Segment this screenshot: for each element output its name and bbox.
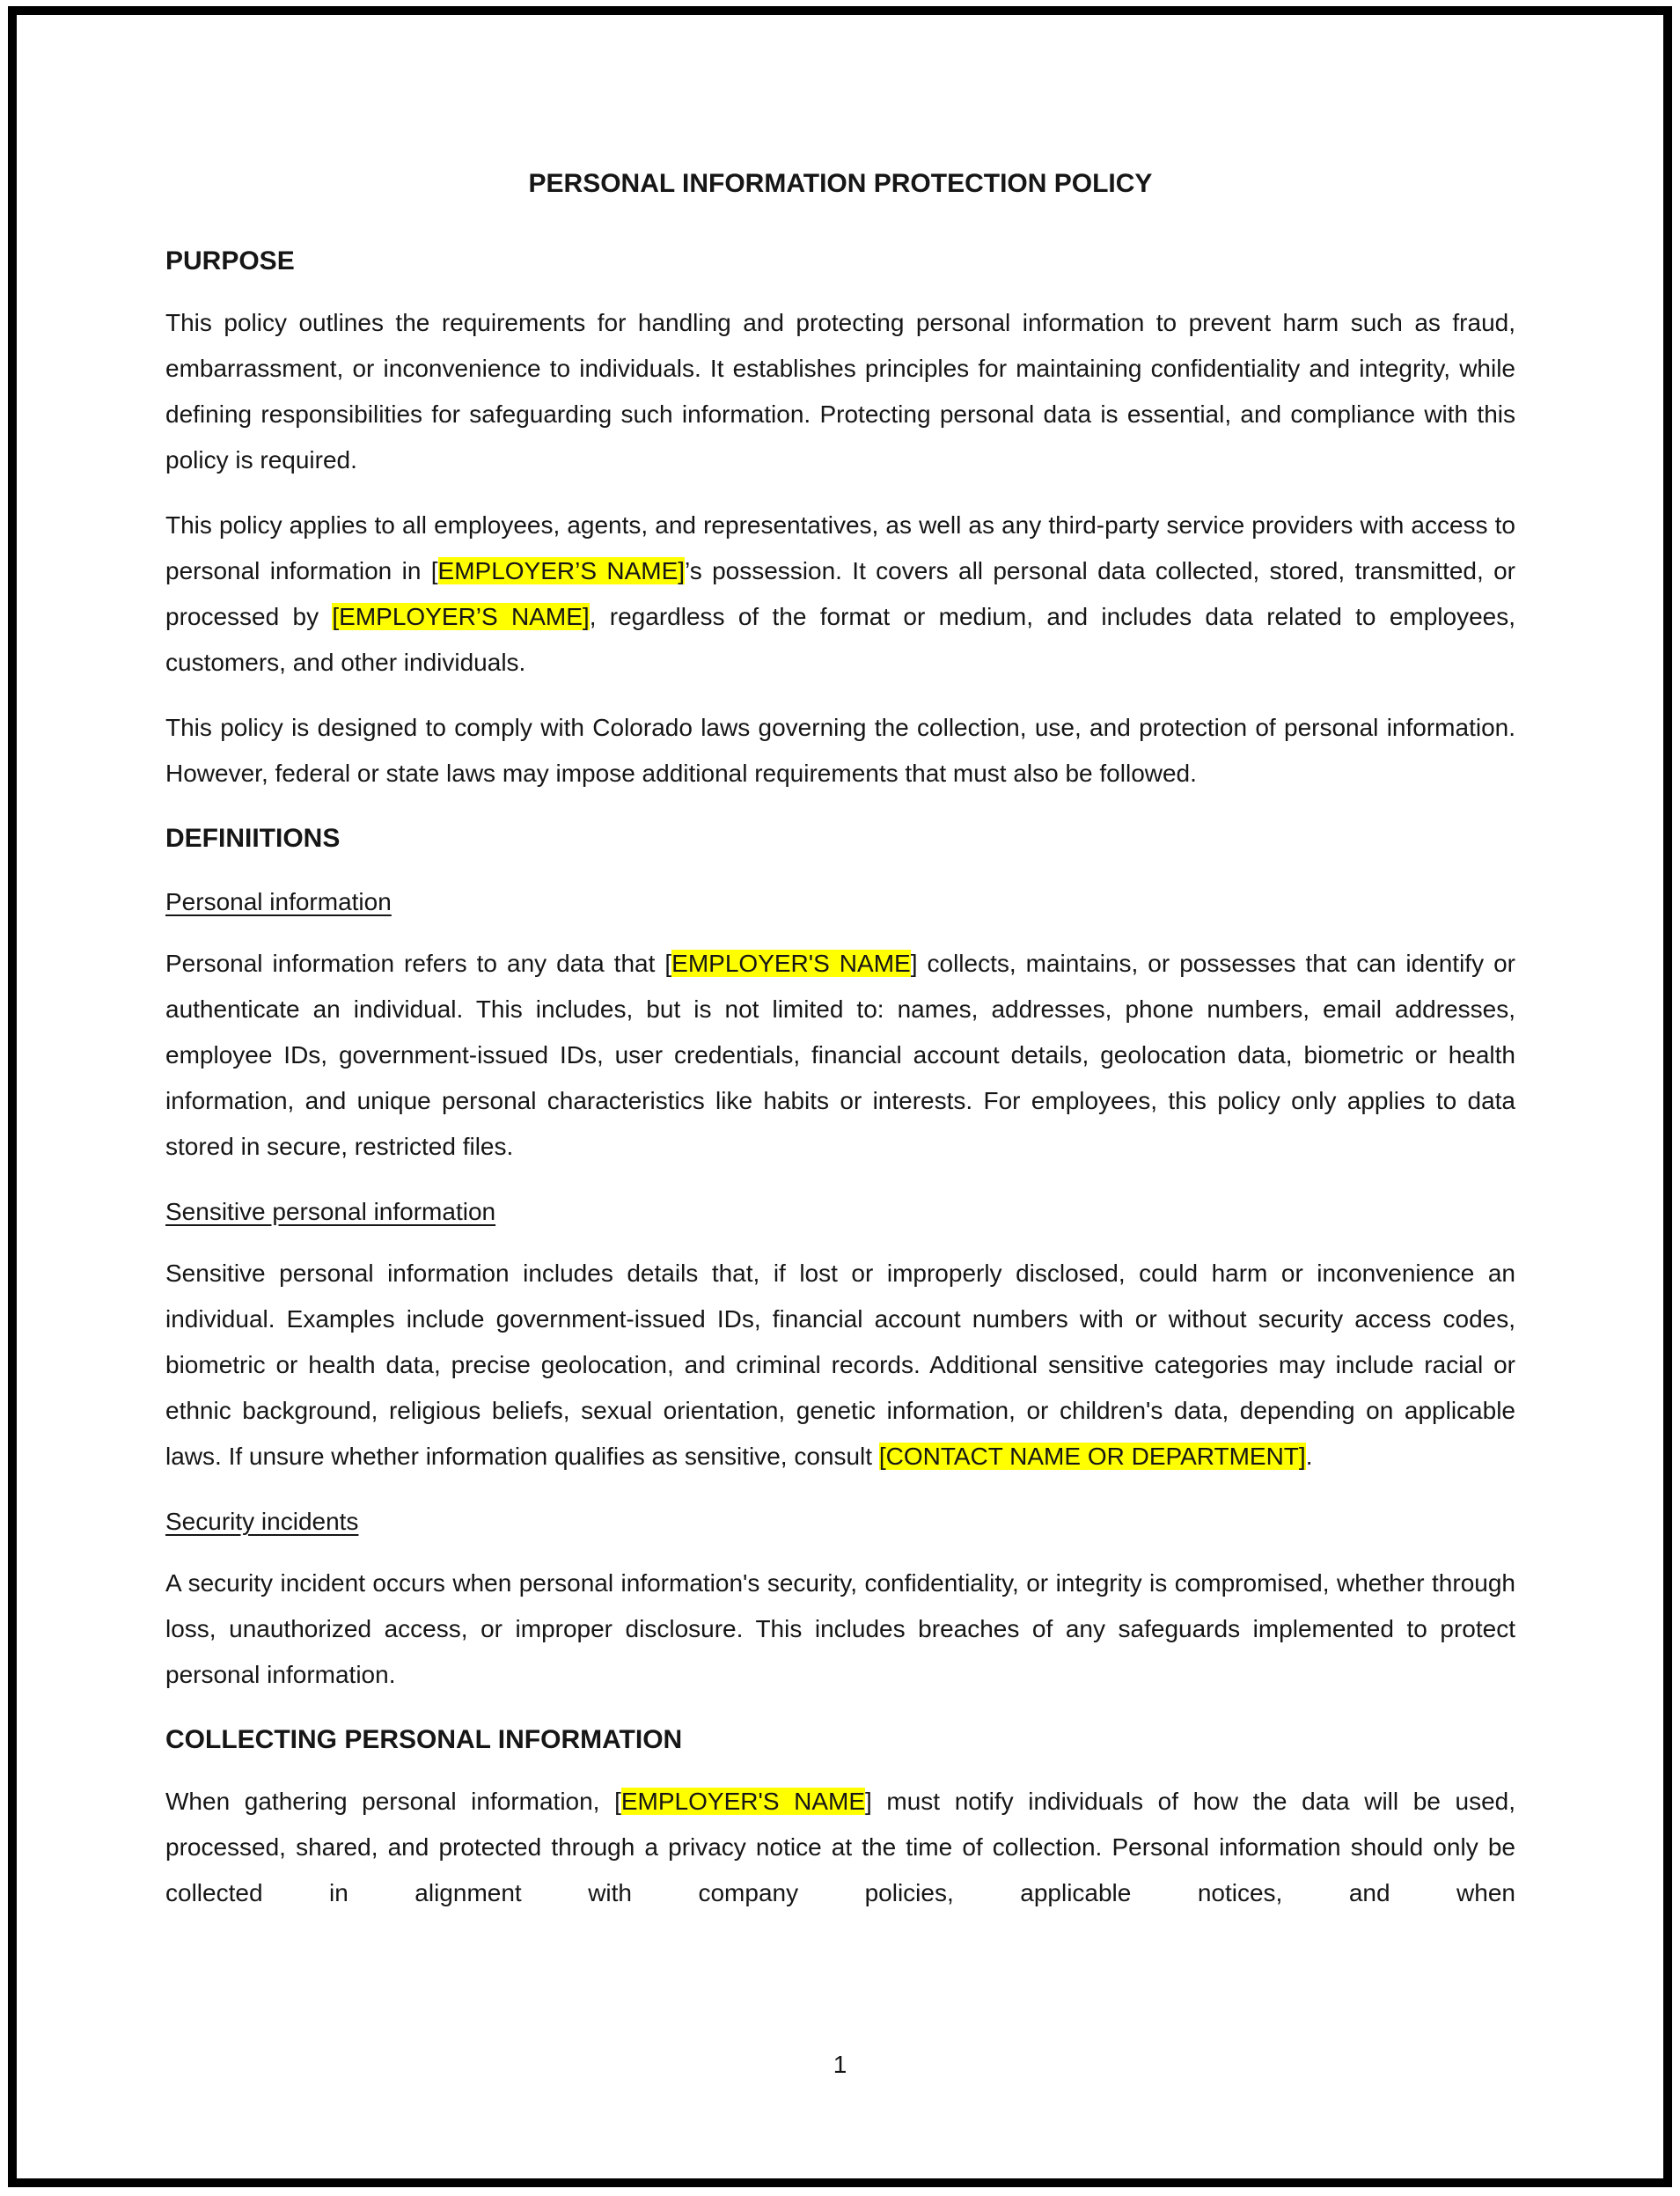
text-run: ] must notify individuals of how the data will be used, processed, shared, and protected through a privacy notice at the time of collection. Personal information should only be collected in alignment with company policies, applicable notices, and when bbox=[165, 1788, 1516, 1906]
personal-information-paragraph bbox=[165, 941, 1515, 1170]
text-run: This policy applies to all employees, agents, and representatives, as well as any third-party service providers with access to personal information in [ bbox=[165, 511, 1515, 584]
collecting-paragraph-1 bbox=[165, 1779, 1515, 1916]
text-run: This policy outlines the requirements for handling and protecting personal information to prevent harm such as fraud, embarrassment, or inconvenience to individuals. It establishes principles for maintaining confidentiality and integrity, while defining responsibilities for safeguarding such information. Protecting personal data is essential, and compliance with this policy is required. bbox=[165, 309, 1515, 474]
sensitive-personal-information-paragraph bbox=[165, 1251, 1515, 1480]
text-run: When gathering personal information, [ bbox=[165, 1788, 621, 1815]
text-run: . bbox=[1305, 1443, 1313, 1470]
highlighted-placeholder: EMPLOYER’S NAME] bbox=[437, 557, 686, 584]
policy-document bbox=[165, 161, 1515, 1935]
purpose-paragraph-1 bbox=[165, 300, 1515, 483]
section-heading-collecting-personal-information: COLLECTING PERSONAL INFORMATION bbox=[165, 1725, 683, 1754]
text-run: Personal information refers to any data that [ bbox=[165, 950, 672, 977]
text-run: ’s possession. It covers all personal data collected, stored, transmitted, or processed by bbox=[165, 557, 1516, 630]
highlighted-placeholder: [EMPLOYER’S NAME] bbox=[332, 603, 590, 630]
highlighted-placeholder: EMPLOYER'S NAME bbox=[671, 950, 911, 977]
subheading-personal-information: Personal information bbox=[165, 888, 392, 915]
page-number: 1 bbox=[833, 2051, 847, 2078]
text-run: , regardless of the format or medium, and includes data related to employees, customers, and other individuals. bbox=[165, 603, 1516, 676]
highlighted-placeholder: EMPLOYER'S NAME bbox=[620, 1788, 866, 1815]
text-run: ] collects, maintains, or possesses that can identify or authenticate an individual. This includes, but is not limited to: names, addresses, phone numbers, email addresses, employee IDs, government-issued IDs, user credentials, financial account details, geolocation data, biometric or health information, and unique personal characteristics like habits or interests. For employees, this policy only applies to data stored in secure, restricted files. bbox=[165, 950, 1515, 1160]
subheading-security-incidents: Security incidents bbox=[165, 1508, 359, 1535]
document-title: PERSONAL INFORMATION PROTECTION POLICY bbox=[528, 169, 1153, 198]
highlighted-placeholder: [CONTACT NAME OR DEPARTMENT] bbox=[878, 1443, 1306, 1470]
text-run: Sensitive personal information includes details that, if lost or improperly disclosed, could harm or inconvenience an individual. Examples include government-issued IDs, financial account numbers with or without security access codes, biometric or health data, precise geolocation, and criminal records. Additional sensitive categories may include racial or ethnic background, religious beliefs, sexual orientation, genetic information, or children's data, depending on applicable laws. If unsure whether information qualifies as sensitive, consult bbox=[165, 1260, 1515, 1470]
purpose-paragraph-3 bbox=[165, 705, 1515, 797]
text-run: A security incident occurs when personal information's security, confidentiality, or integrity is compromised, whether through loss, unauthorized access, or improper disclosure. This includes breaches of any safeguards implemented to protect personal information. bbox=[165, 1569, 1515, 1688]
security-incidents-paragraph bbox=[165, 1561, 1515, 1698]
purpose-paragraph-2 bbox=[165, 503, 1515, 686]
section-heading-purpose: PURPOSE bbox=[165, 246, 295, 275]
subheading-sensitive-personal-information: Sensitive personal information bbox=[165, 1198, 496, 1225]
text-run: This policy is designed to comply with Colorado laws governing the collection, use, and protection of personal information. However, federal or state laws may impose additional requirements that must also be followed. bbox=[165, 714, 1515, 787]
section-heading-definitions: DEFINIITIONS bbox=[165, 824, 341, 853]
